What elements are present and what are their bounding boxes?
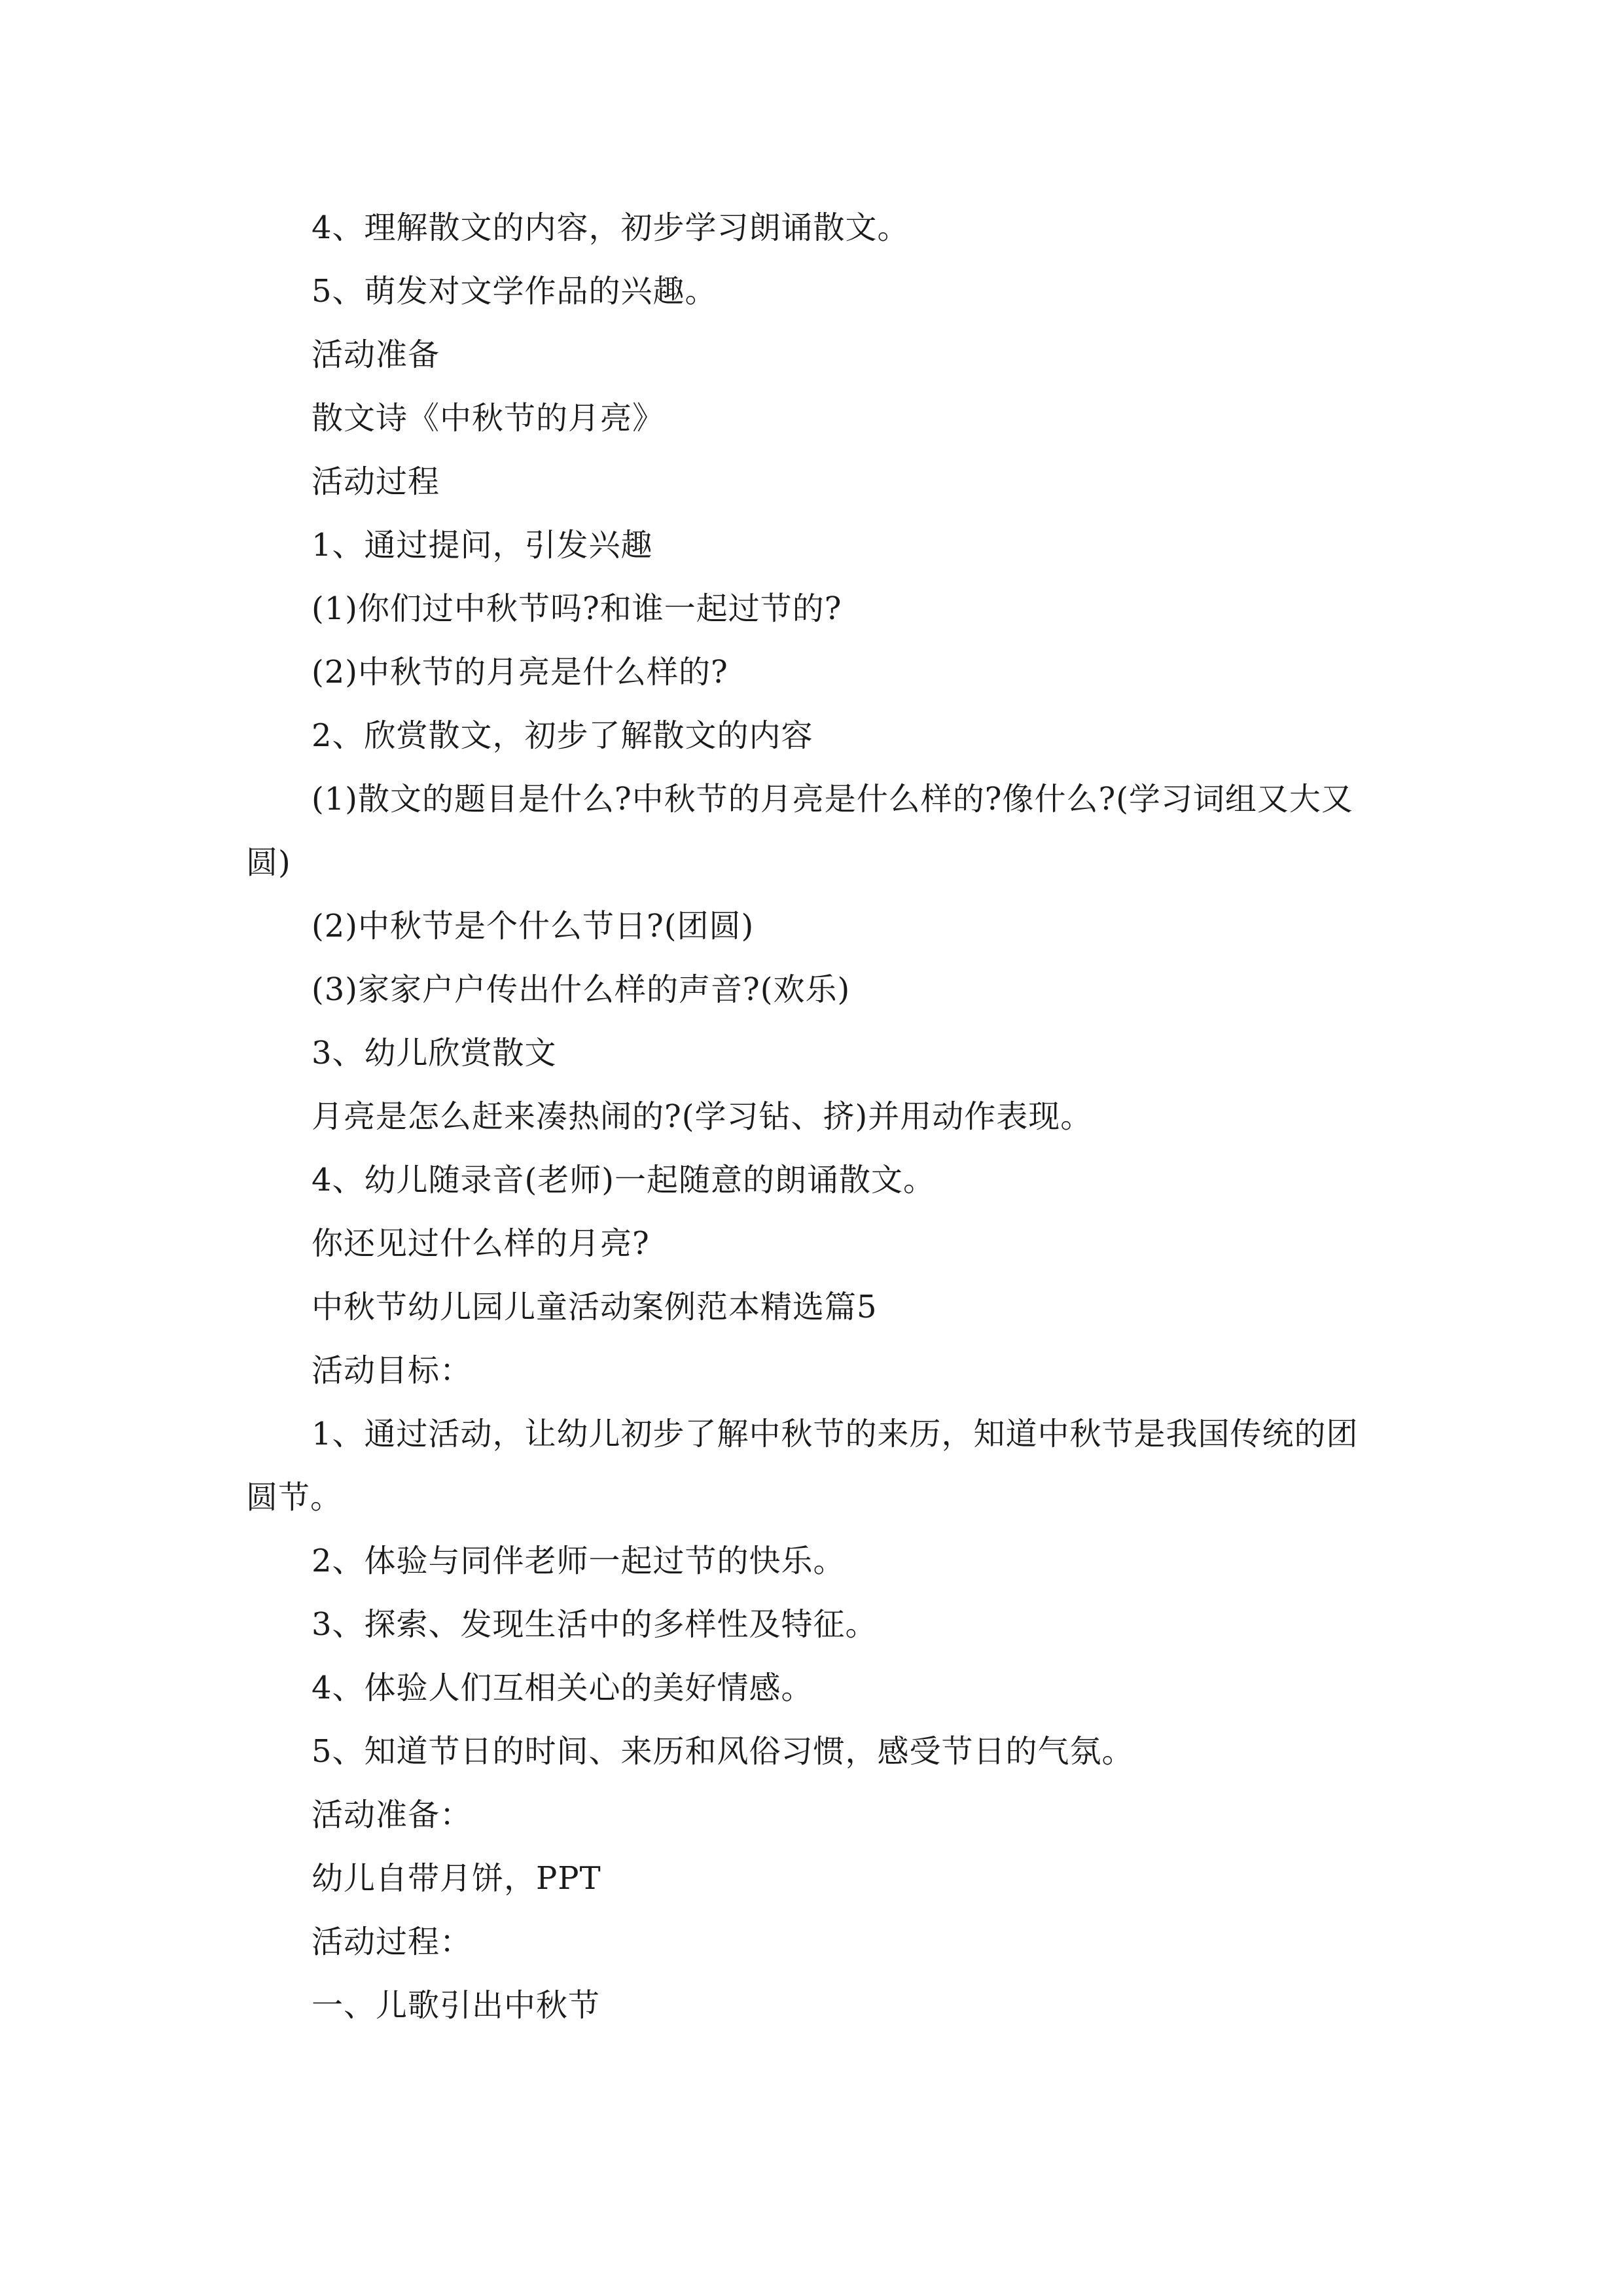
paragraph-preparation-items: 幼儿自带月饼，PPT <box>312 1860 601 1897</box>
paragraph-objective-5: 5、萌发对文学作品的兴趣。 <box>312 273 717 310</box>
paragraph-step-2-question-2: (2)中秋节是个什么节日?(团圆) <box>312 908 755 944</box>
heading-activity-process: 活动过程 <box>312 463 440 500</box>
heading-activity-goals: 活动目标： <box>312 1352 473 1389</box>
paragraph-step-1: 1、通过提问，引发兴趣 <box>312 527 653 564</box>
paragraph-step-2-question-1: (1)散文的题目是什么?中秋节的月亮是什么样的?像什么?(学习词组又大又圆) <box>246 781 1353 881</box>
paragraph-step-3: 3、幼儿欣赏散文 <box>312 1035 557 1071</box>
section-title-part-5: 中秋节幼儿园儿童活动案例范本精选篇5 <box>312 1289 878 1325</box>
paragraph-process-part-1: 一、儿歌引出中秋节 <box>312 1987 601 2024</box>
paragraph-goal-5: 5、知道节日的时间、来历和风俗习惯，感受节日的气氛。 <box>312 1733 1134 1770</box>
document-body <box>246 196 1378 2037</box>
paragraph-goal-4: 4、体验人们互相关心的美好情感。 <box>312 1670 813 1706</box>
paragraph-step-4-question: 你还见过什么样的月亮? <box>312 1225 650 1262</box>
paragraph-step-2: 2、欣赏散文，初步了解散文的内容 <box>312 717 813 754</box>
paragraph-goal-2: 2、体验与同伴老师一起过节的快乐。 <box>312 1543 846 1579</box>
paragraph-step-1-question-2: (2)中秋节的月亮是什么样的? <box>312 654 728 691</box>
heading-activity-process-2: 活动过程： <box>312 1924 473 1960</box>
paragraph-goal-1: 1、通过活动，让幼儿初步了解中秋节的来历，知道中秋节是我国传统的团圆节。 <box>246 1416 1359 1516</box>
paragraph-objective-4: 4、理解散文的内容，初步学习朗诵散文。 <box>312 209 910 246</box>
paragraph-prose-poem: 散文诗《中秋节的月亮》 <box>312 400 665 437</box>
heading-activity-preparation-2: 活动准备： <box>312 1797 473 1833</box>
paragraph-step-2-question-3: (3)家家户户传出什么样的声音?(欢乐) <box>312 971 851 1008</box>
paragraph-step-4: 4、幼儿随录音(老师)一起随意的朗诵散文。 <box>312 1162 935 1198</box>
paragraph-goal-3: 3、探索、发现生活中的多样性及特征。 <box>312 1606 878 1643</box>
heading-activity-preparation: 活动准备 <box>312 336 440 373</box>
paragraph-step-1-question-1: (1)你们过中秋节吗?和谁一起过节的? <box>312 590 842 627</box>
paragraph-step-3-detail: 月亮是怎么赶来凑热闹的?(学习钻、挤)并用动作表现。 <box>312 1098 1093 1135</box>
